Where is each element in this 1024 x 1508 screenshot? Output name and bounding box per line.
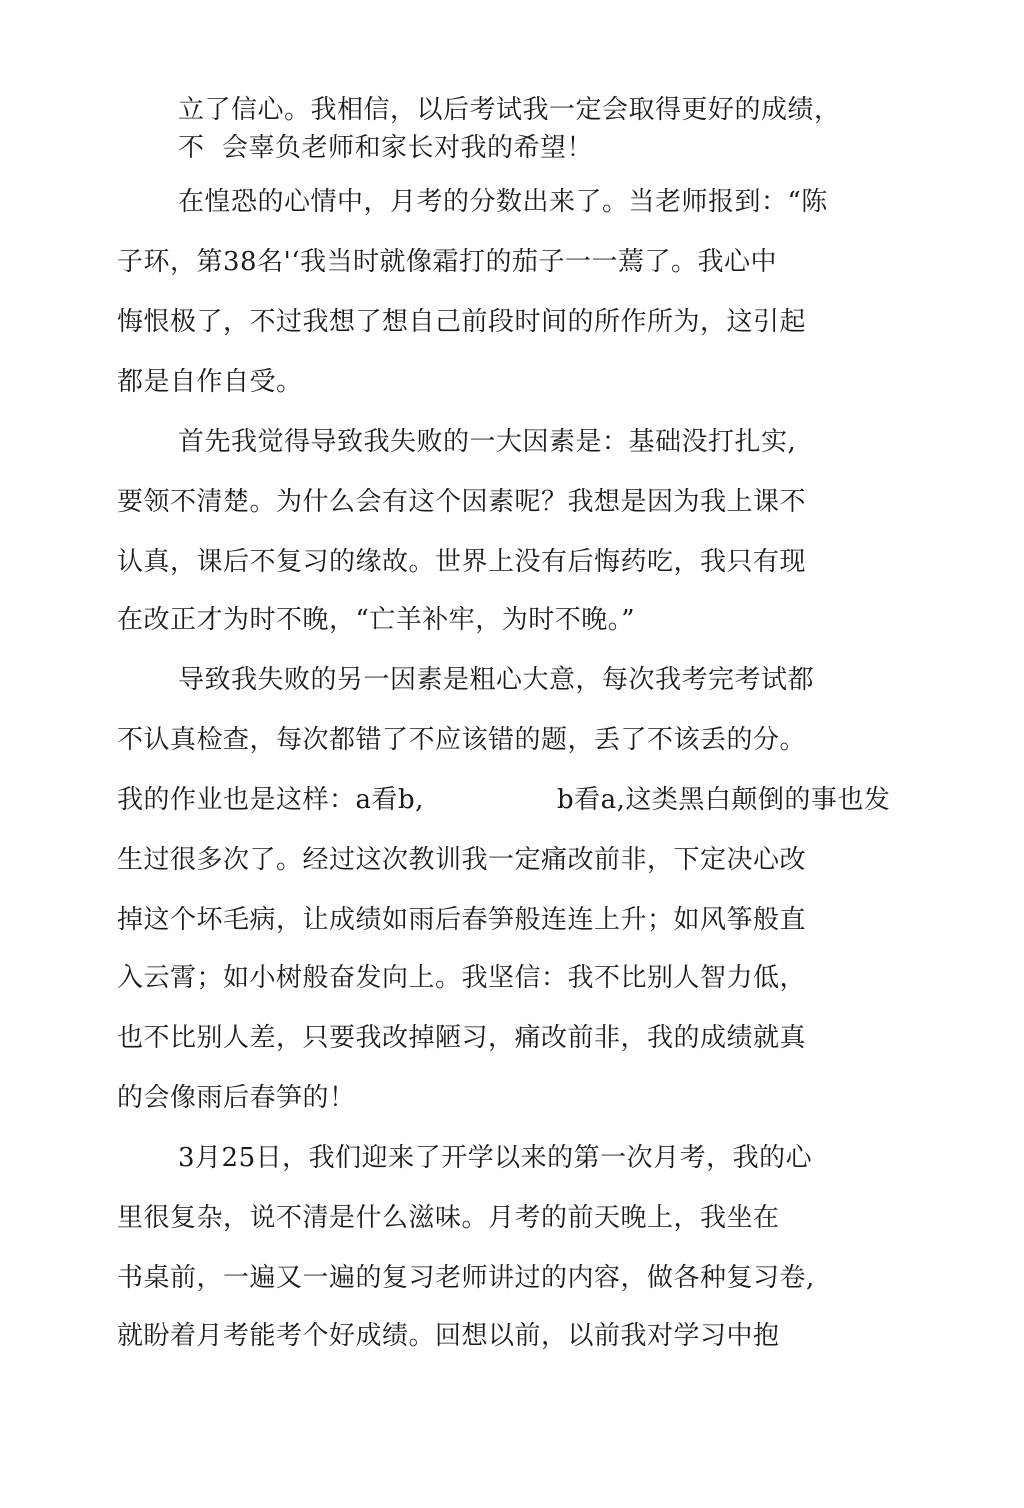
text-line: b看a,这类黑白颠倒的事也发 <box>557 785 891 815</box>
text-line: 不认真检查，每次都错了不应该错的题，丢了不该丢的分。 <box>117 725 807 755</box>
text-line: 的会像雨后春笋的！ <box>117 1083 356 1113</box>
paragraph-start-line: 导致我失败的另一因素是粗心大意，每次我考完考试都 <box>178 665 815 695</box>
text-line: 书桌前，一遍又一遍的复习老师讲过的内容，做各种复习卷, <box>117 1263 815 1293</box>
text-line: 立了信心。我相信，以后考试我一定会取得更好的成绩， <box>178 95 841 125</box>
text-line: 里很复杂，说不清是什么滋味。月考的前天晚上，我坐在 <box>117 1203 780 1233</box>
text-line: 也不比别人差，只要我改掉陋习，痛改前非，我的成绩就真 <box>117 1023 807 1053</box>
paragraph-start-line: 3月25日，我们迎来了开学以来的第一次月考，我的心 <box>178 1143 813 1173</box>
text-line: 生过很多次了。经过这次教训我一定痛改前非，下定决心改 <box>117 845 807 875</box>
text-line: 子环，第38名'‘我当时就像霜打的茄子一一蔫了。我心中 <box>117 247 777 277</box>
text-line: 都是自作自受。 <box>117 367 303 397</box>
text-line: 掉这个坏毛病，让成绩如雨后春笋般连连上升；如风筝般直 <box>117 905 807 935</box>
text-line: 认真，课后不复习的缘故。世界上没有后悔药吃，我只有现 <box>117 547 807 577</box>
text-line: 入云霄；如小树般奋发向上。我坚信：我不比别人智力低， <box>117 963 807 993</box>
text-line: 在改正才为时不晚，“亡羊补牢，为时不晚。” <box>117 605 636 635</box>
paragraph-start-line: 在惶恐的心情中，月考的分数出来了。当老师报到：“陈 <box>178 187 828 217</box>
text-line: 我的作业也是这样：a看b, <box>117 785 424 815</box>
text-line: 悔恨极了，不过我想了想自己前段时间的所作所为，这引起 <box>117 307 807 337</box>
text-line: 要领不清楚。为什么会有这个因素呢？我想是因为我上课不 <box>117 487 807 517</box>
paragraph-start-line: 首先我觉得导致我失败的一大因素是：基础没打扎实, <box>178 427 797 457</box>
text-line: 就盼着月考能考个好成绩。回想以前，以前我对学习中抱 <box>117 1321 780 1351</box>
text-line: 不 会辜负老师和家长对我的希望！ <box>178 133 594 163</box>
